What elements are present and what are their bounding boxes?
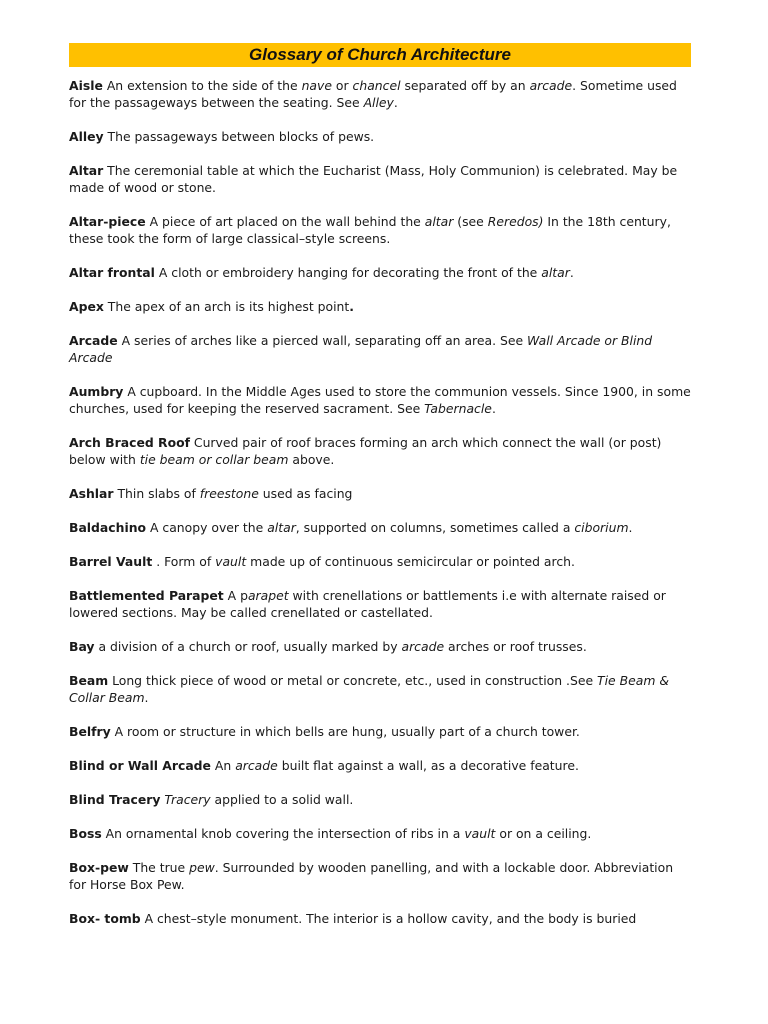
definition-text: arches or roof trusses. xyxy=(444,639,587,654)
glossary-entry xyxy=(69,723,691,740)
glossary-term: Blind Tracery xyxy=(69,792,161,807)
glossary-term: Barrel Vault xyxy=(69,554,153,569)
definition-text: built flat against a wall, as a decorative feature. xyxy=(277,758,579,773)
definition-text: An extension to the side of the xyxy=(102,78,302,93)
definition-text: (see xyxy=(453,214,488,229)
definition-text: . xyxy=(569,265,574,280)
glossary-entry xyxy=(69,553,691,570)
definition-text: or on a ceiling. xyxy=(495,826,592,841)
cross-reference: vault xyxy=(215,554,247,569)
glossary-term: Belfry xyxy=(69,724,111,739)
definition-text: The true xyxy=(128,860,190,875)
definition-text: applied to a solid wall. xyxy=(210,792,354,807)
definition-text: . xyxy=(393,95,398,110)
cross-reference: altar xyxy=(541,265,570,280)
cross-reference: arapet xyxy=(247,588,289,603)
glossary-term: Blind or Wall Arcade xyxy=(69,758,211,773)
definition-text: , supported on columns, sometimes called a xyxy=(295,520,575,535)
definition-text: A canopy over the xyxy=(146,520,268,535)
definition-text: A chest–style monument. The interior is a hollow cavity, and the body is buried xyxy=(140,911,637,926)
glossary-term: Ashlar xyxy=(69,486,114,501)
cross-reference: Alley xyxy=(363,95,394,110)
glossary-entry xyxy=(69,485,691,502)
glossary-entry xyxy=(69,162,691,196)
glossary-term: Alley xyxy=(69,129,104,144)
cross-reference: vault xyxy=(464,826,496,841)
definition-text: . xyxy=(144,690,149,705)
glossary-entry xyxy=(69,825,691,842)
cross-reference: Wall Arcade or Blind Arcade xyxy=(69,333,653,365)
glossary-term: Aumbry xyxy=(69,384,124,399)
definition-text: . xyxy=(349,299,354,314)
definition-text: . Form of xyxy=(152,554,216,569)
definition-text: or xyxy=(331,78,353,93)
glossary-term: Baldachino xyxy=(69,520,147,535)
glossary-entry xyxy=(69,332,691,366)
definition-text: A series of arches like a pierced wall, separating off an area. See xyxy=(117,333,528,348)
glossary-term: Boss xyxy=(69,826,102,841)
glossary-entry xyxy=(69,383,691,417)
definition-text: A room or structure in which bells are hung, usually part of a church tower. xyxy=(110,724,580,739)
glossary-entry xyxy=(69,672,691,706)
definition-text: A p xyxy=(223,588,248,603)
cross-reference: arcade xyxy=(529,78,573,93)
definition-text: The ceremonial table at which the Eucharist (Mass, Holy Communion) is celebrated. May be made of wood or stone. xyxy=(69,163,678,195)
glossary-term: Arch Braced Roof xyxy=(69,435,190,450)
definition-text: made up of continuous semicircular or pointed arch. xyxy=(246,554,575,569)
definition-text: The apex of an arch is its highest point xyxy=(103,299,350,314)
cross-reference: pew xyxy=(189,860,215,875)
glossary-entry xyxy=(69,434,691,468)
cross-reference: nave xyxy=(301,78,332,93)
glossary-term: Beam xyxy=(69,673,109,688)
glossary-entry xyxy=(69,213,691,247)
definition-text: separated off by an xyxy=(400,78,530,93)
glossary-term: Altar frontal xyxy=(69,265,155,280)
definition-text: . Sometime used for the passageways between the seating. See xyxy=(69,78,677,110)
definition-text: Curved pair of roof braces forming an arch which connect the wall (or post) below with xyxy=(69,435,662,467)
glossary-entry xyxy=(69,587,691,621)
definition-text: An xyxy=(210,758,236,773)
cross-reference: ciborium xyxy=(574,520,629,535)
glossary-entry xyxy=(69,757,691,774)
title-banner xyxy=(69,43,691,67)
cross-reference: Tabernacle xyxy=(424,401,492,416)
glossary-entry xyxy=(69,910,691,927)
glossary-entry xyxy=(69,791,691,808)
definition-text: A cloth or embroidery hanging for decorating the front of the xyxy=(154,265,542,280)
glossary-entry xyxy=(69,128,691,145)
glossary-term: Arcade xyxy=(69,333,118,348)
glossary-page xyxy=(69,43,691,944)
glossary-entry xyxy=(69,638,691,655)
glossary-term: Apex xyxy=(69,299,104,314)
glossary-entries xyxy=(69,77,691,927)
cross-reference: arcade xyxy=(401,639,445,654)
glossary-term: Altar xyxy=(69,163,104,178)
glossary-entry xyxy=(69,298,691,315)
glossary-entry xyxy=(69,519,691,536)
glossary-term: Box- tomb xyxy=(69,911,141,926)
page-title: Glossary of Church Architecture xyxy=(249,45,511,64)
definition-text: In the 18th century, these took the form of large classical–style screens. xyxy=(69,214,671,246)
cross-reference: altar xyxy=(424,214,454,229)
glossary-term: Aisle xyxy=(69,78,103,93)
definition-text: Thin slabs of xyxy=(113,486,200,501)
glossary-term: Altar-piece xyxy=(69,214,146,229)
cross-reference: Tracery xyxy=(164,792,211,807)
glossary-entry xyxy=(69,859,691,893)
cross-reference: freestone xyxy=(199,486,259,501)
definition-text: The passageways between blocks of pews. xyxy=(103,129,375,144)
cross-reference: altar xyxy=(267,520,296,535)
definition-text: An ornamental knob covering the intersection of ribs in a xyxy=(101,826,465,841)
cross-reference: arcade xyxy=(235,758,278,773)
glossary-entry xyxy=(69,77,691,111)
definition-text: A cupboard. In the Middle Ages used to store the communion vessels. Since 1900, in some churches, used for keeping the reserved sacrament. See xyxy=(69,384,691,416)
glossary-entry xyxy=(69,264,691,281)
definition-text: Long thick piece of wood or metal or concrete, etc., used in construction .See xyxy=(108,673,598,688)
cross-reference: Tie Beam & Collar Beam xyxy=(69,673,669,705)
glossary-term: Battlemented Parapet xyxy=(69,588,224,603)
glossary-term: Bay xyxy=(69,639,95,654)
definition-text: used as facing xyxy=(258,486,353,501)
definition-text: . xyxy=(491,401,496,416)
glossary-term: Box-pew xyxy=(69,860,129,875)
definition-text: a division of a church or roof, usually marked by xyxy=(94,639,402,654)
definition-text: . Surrounded by wooden panelling, and with a lockable door. Abbreviation for Horse Box Pew. xyxy=(69,860,674,892)
cross-reference: chancel xyxy=(352,78,401,93)
definition-text: A piece of art placed on the wall behind the xyxy=(145,214,425,229)
definition-text: with crenellations or battlements i.e with alternate raised or lowered sections. May be called crenellated or castellated. xyxy=(69,588,666,620)
definition-text: . xyxy=(628,520,633,535)
definition-text: above. xyxy=(288,452,335,467)
cross-reference: tie beam or collar beam xyxy=(139,452,289,467)
cross-reference: Reredos) xyxy=(487,214,544,229)
